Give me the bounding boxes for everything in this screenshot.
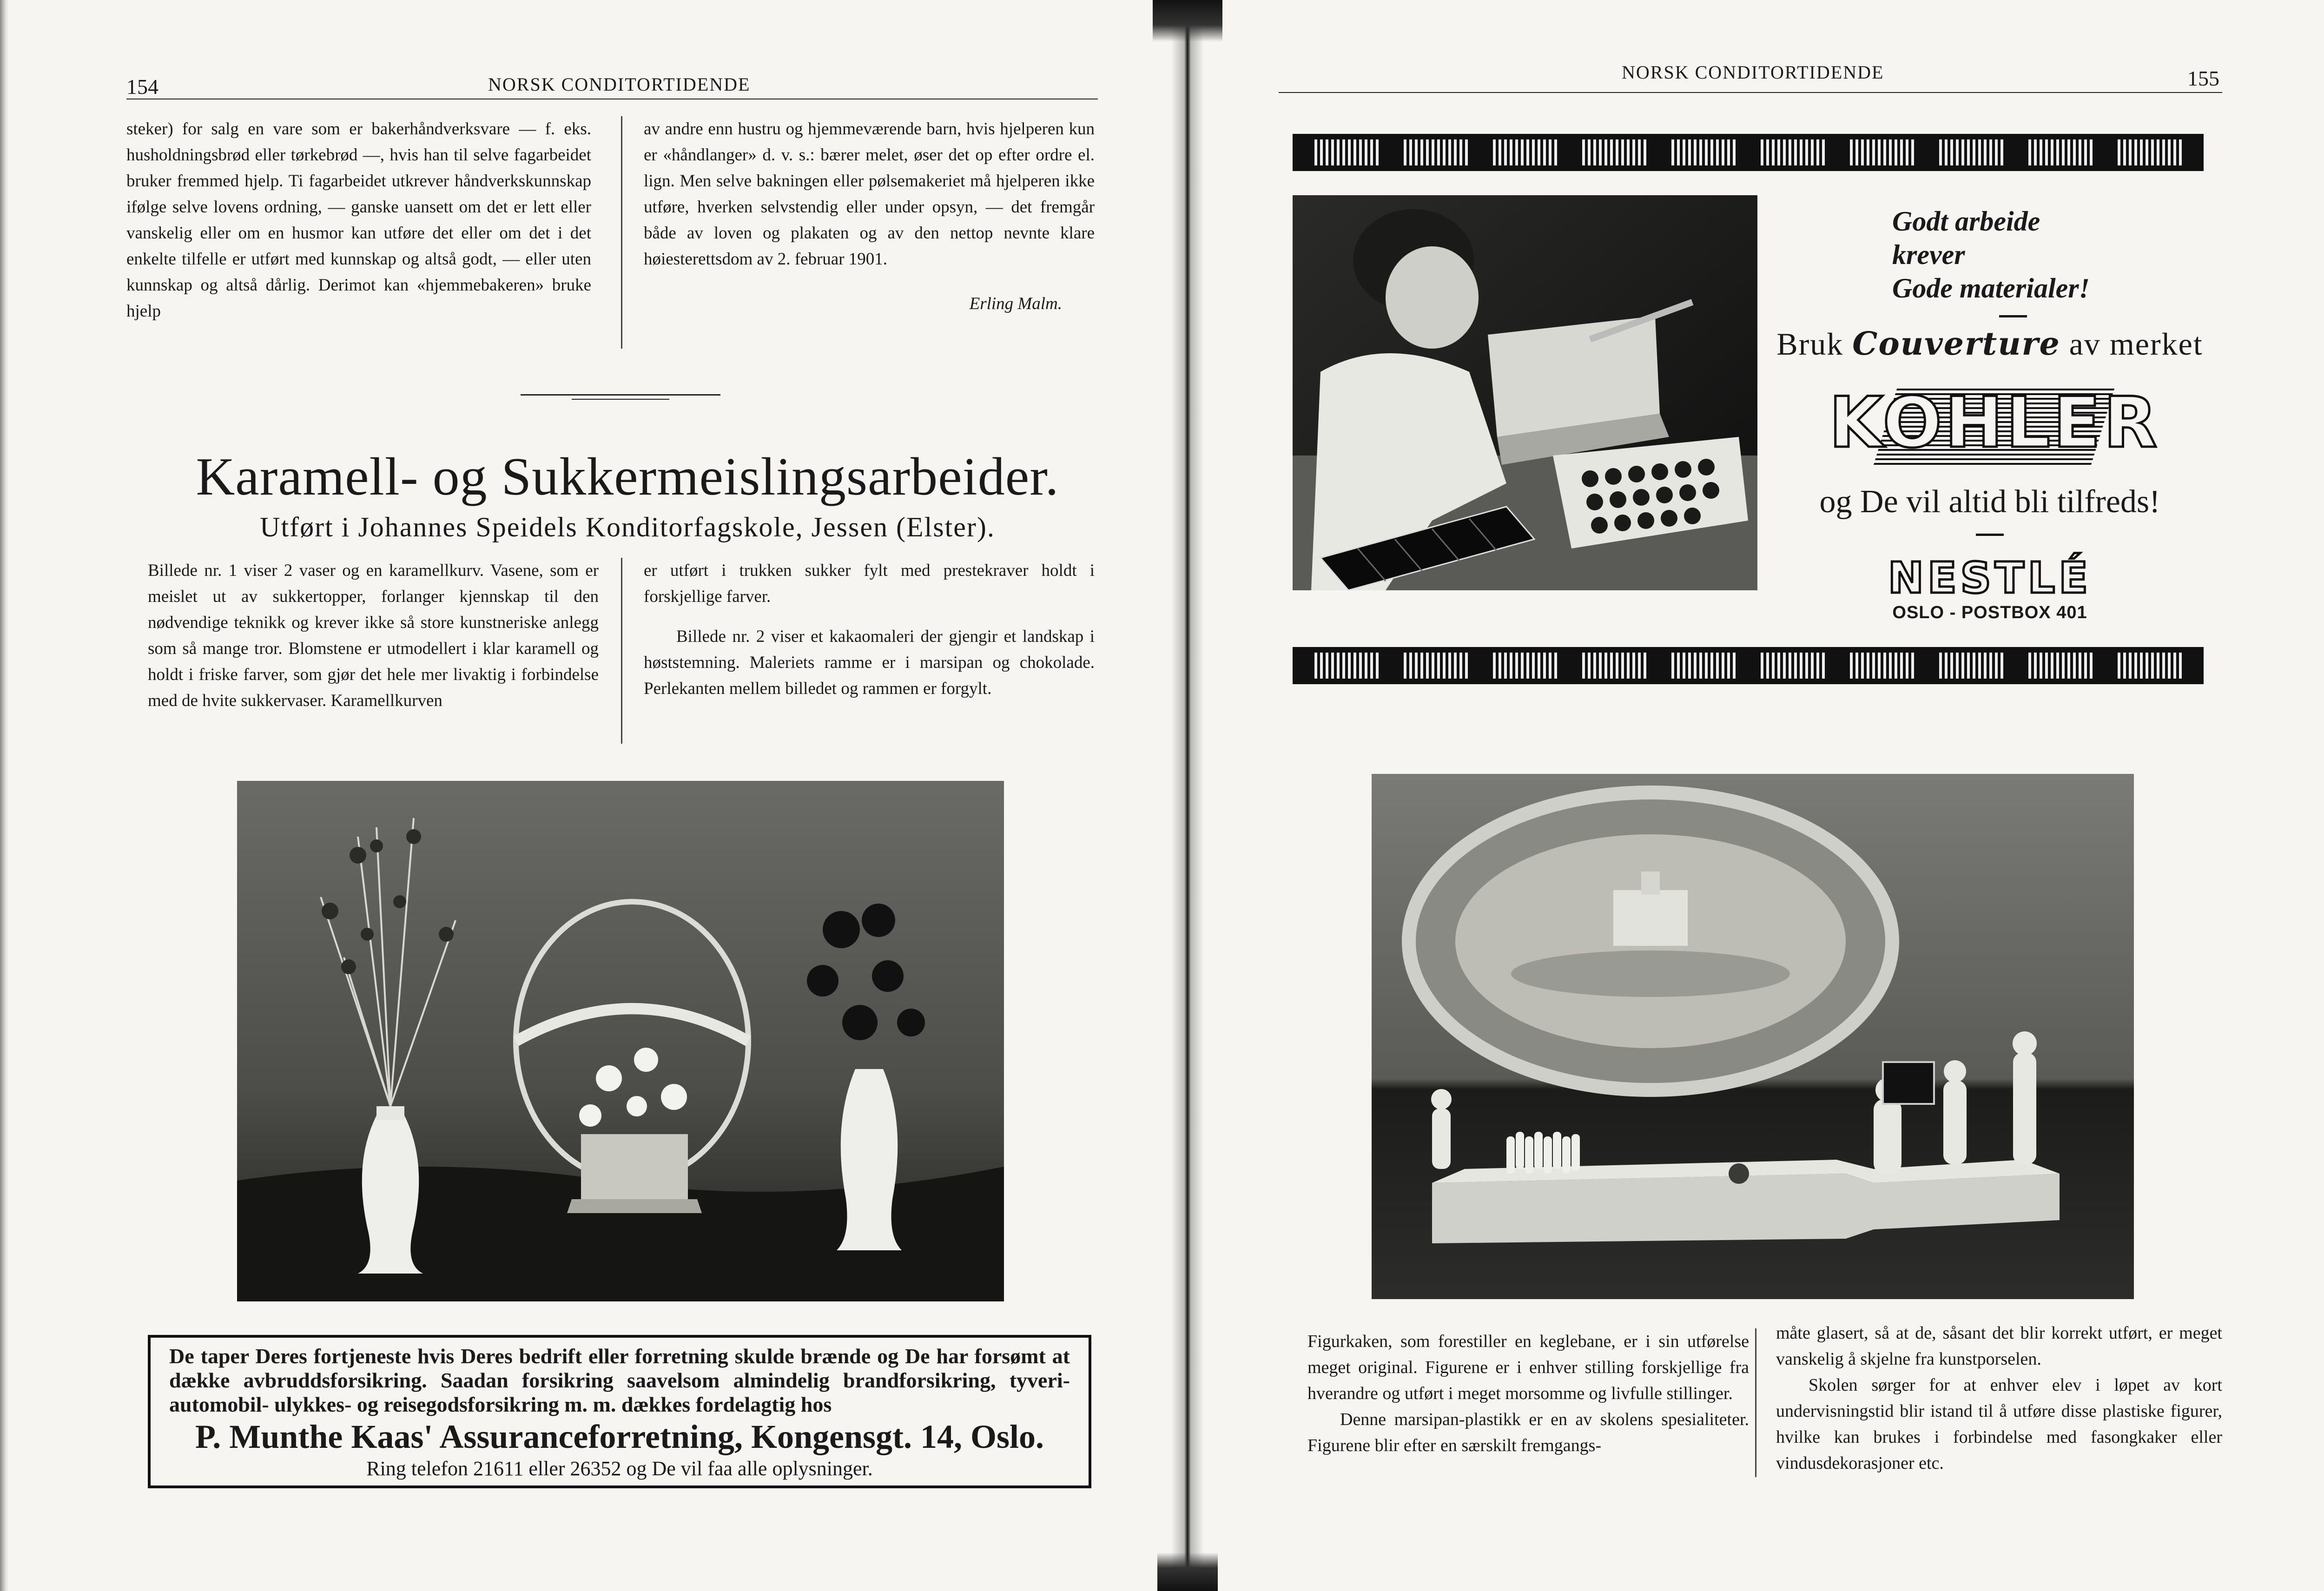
photo-vases-and-basket [237,781,1004,1301]
column-divider [621,558,622,744]
cow-band-top [1293,134,2204,171]
header-rule [1279,92,2222,93]
paragraph: Denne marsipan-plastikk er en av skolens spesialiteter. Figurene blir efter en særskilt fremgangs- [1307,1410,1749,1455]
gutter-shadow-bottom [1157,1552,1218,1591]
cow-icon [2026,653,2095,679]
insurance-company: P. Munthe Kaas' Assuranceforretning, Kongensgt. 14, Oslo. [195,1418,1044,1455]
nestle-wordmark: NESTLÉ [1888,553,2092,603]
column-divider [621,116,622,349]
cow-icon [1490,653,1560,679]
book-gutter [1171,0,1204,1591]
gutter-shadow-top [1153,0,1222,42]
text-column-2 [644,116,1095,317]
bruk-suffix: av merket [2069,326,2203,362]
kohler-logo [1829,376,2160,469]
cow-icon [1758,653,1828,679]
ad-dash [1994,311,2032,320]
right-page [1186,0,2324,1591]
cow-icon [2115,653,2185,679]
cow-icon [1936,653,2006,679]
paragraph: Billede nr. 2 viser et kakaomaleri der gjengir et landskap i høststemning. Maleriets ramme er i marsipan og chokolade. Perlekanten mellem billedet og rammen er forgylt. [644,627,1095,698]
section-rule-short [572,399,669,400]
article-column-1 [148,558,599,714]
slogan-line: Godt arbeide [1892,206,2040,237]
column-divider [1755,1328,1756,1477]
caption-column-1 [1307,1328,1749,1459]
nestle-address: OSLO - POSTBOX 401 [1892,603,2087,622]
cow-icon [1312,139,1381,165]
insurance-advertisement [148,1335,1091,1488]
insurance-text: De taper Deres fortjeneste hvis Deres bedrift eller forretning skulde brænde og De har forsømt at dække avbruddsforsikring. Saadan forsikring saavelsom almindelig brandforsikring, tyveri- automobil- ulykkes- og reisegodsforsikring m. m. dækkes fordelagtig hos [169,1344,1070,1416]
cow-icon [1490,139,1560,165]
text-column-1 [126,116,591,324]
paragraph: er utført i trukken sukker fylt med prestekraver holdt i forskjellige farver. [644,561,1095,606]
photo-chocolatier [1293,195,1757,590]
ad-tilfreds: og De vil altid bli tilfreds! [1819,484,2160,520]
slogan-line: Gode materialer! [1892,273,2090,304]
cow-icon [1847,139,1917,165]
paragraph: måte glasert, så at de, såsant det blir korrekt utført, er meget vanskelig å skjelne fra kunstporselen. [1776,1323,2222,1369]
cow-icon [1936,139,2006,165]
cow-icon [1579,139,1649,165]
cow-icon [1401,653,1471,679]
paragraph: steker) for salg en vare som er bakerhåndverksvare — f. eks. husholdningsbrød eller tørkebrød —, hvis han til selve fagarbeidet bruker fremmed hjelp. Ti fagarbeidet utkrever håndverkskunnskap ifølge selve lovens ordning, — ganske uansett om det er lett eller vanskelig eller om en husmor kan utføre det eller om det i det enkelte tilfelle er utført med kunnskap og altså godt, — eller uten kunnskap og altså dårlig. Derimot kan «hjemmebakeren» bruke hjelp [126,119,591,321]
couverture-word: Couverture [1852,325,2060,363]
cow-icon [1758,139,1828,165]
cow-icon [1579,653,1649,679]
cow-band-bottom [1293,647,2204,684]
ad-dash [1971,530,2008,538]
cow-icon [1401,139,1471,165]
page-number: 155 [2187,66,2219,90]
insurance-phone: Ring telefon 21611 eller 26352 og De vil faa alle oplysninger. [366,1457,873,1480]
paragraph: Figurkaken, som forestiller en keglebane, er i sin utførelse meget original. Figurene er i enhver stilling forskjellige fra hverandre og utført i meget morsomme og livfulle stillinger. [1307,1332,1749,1403]
running-head: NORSK CONDITORTIDENDE [1622,62,1884,83]
cow-icon [2115,139,2185,165]
ad-slogan [1892,205,2152,305]
paragraph: Billede nr. 1 viser 2 vaser og en karamellkurv. Vasene, som er meislet ut av sukkertopper, forlanger kjennskap til den nødvendige teknikk og krever ikke så store kunstneriske anlegg som så mange tror. Blomstene er utmodellert i klar karamell og holdt i friske farver, som gjør det hele mer livaktig i forbindelse med de hvite sukkervaser. Karamellkurven [148,561,599,710]
photo-bowling-cake [1372,774,2134,1299]
running-head: NORSK CONDITORTIDENDE [488,74,751,95]
cow-icon [2026,139,2095,165]
article-subtitle: Utført i Johannes Speidels Konditorfagskole, Jessen (Elster). [260,512,995,542]
nestle-logo [1860,553,2120,623]
paragraph: Skolen sørger for at enhver elev i løpet av kort undervisningstid blir istand til å utføre disse plastiske figurer, hvilke kan brukes i forbindelse med fasongkaker eller vindusdekorasjoner etc. [1776,1375,2222,1473]
ad-bruk-line [1767,325,2213,363]
cow-icon [1312,653,1381,679]
signature: Erling Malm. [969,294,1062,313]
section-rule [521,394,720,396]
cow-icon [1847,653,1917,679]
page-number: 154 [126,75,158,99]
paragraph: av andre enn hustru og hjemmeværende barn, hvis hjelperen kun er «håndlanger» d. v. s.: bærer melet, øser det op efter ordre el. lign. Men selve bakningen eller pølsemakeriet må hjelperen ikke utføre, hverken selvstendig eller under opsyn, — det fremgår både av loven og plakaten og av den nettop nevnte klare høiesterettsdom av 2. februar 1901. [644,119,1095,269]
slogan-line: krever [1892,239,1965,270]
article-column-2 [644,558,1095,702]
page-edge-left [0,0,8,1591]
kohler-wordmark: KOHLER [1829,383,2160,463]
article-title: Karamell- og Sukkermeislingsarbeider. [196,447,1059,507]
caption-column-2 [1776,1320,2222,1476]
cow-icon [1669,653,1738,679]
bruk-prefix: Bruk [1776,326,1844,362]
cow-icon [1669,139,1738,165]
